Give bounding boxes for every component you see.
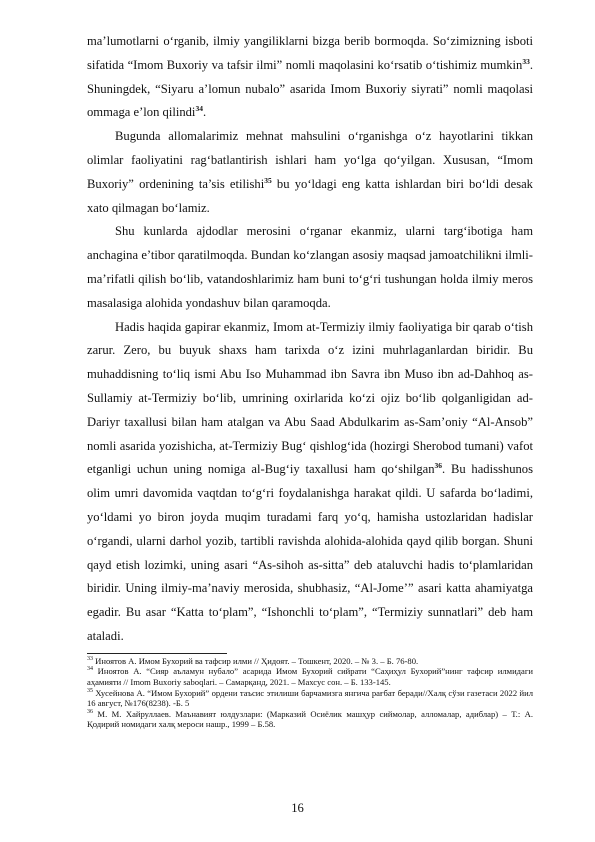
footnote-text: Хусейнова А. “Имом Бухорий” ордени таъсис этилиши барчамизга янгича рағбат беради//Халқ сўзи газетаси 2022 йил 16 август, №176(8238). -Б. 5: [87, 687, 533, 709]
footnote: [87, 666, 533, 687]
footnote: [87, 709, 533, 730]
body-text: [87, 30, 533, 649]
paragraph-text: ma’lumotlarni o‘rganib, ilmiy yangiliklarni bizga berib bormoqda. So‘zimizning isboti sifatida “Imom Buxoriy va tafsir ilmi” nomli maqolasini ko‘rsatib o‘tishimiz mumkin: [87, 34, 533, 72]
footnote-text: Иноятов А. “Сияр аъламун нубало” асарида Имом Бухорий сийрати “Саҳиҳул Бухорий”нинг тафсир илмидаги аҳамияти // Imom Buxoriy saboqlari. – Самарқанд, 2021. – Махсус сон. – Б. 133-145.: [87, 666, 533, 687]
footnotes: [87, 656, 533, 730]
footnote: [87, 688, 533, 709]
paragraph: [87, 125, 533, 220]
footnote-text: М. М. Хайруллаев. Маънавият юлдузлари: (Марказий Осиёлик машҳур сиймолар, алломалар, адиблар) – Т.: А. Қодирий номидаги халқ мероси нашр., 1999 – Б.58.: [87, 708, 533, 730]
page-number: 16: [291, 801, 304, 815]
paragraph-text: . Shuningdek, “Siyaru a’lomun nubalo” asarida Imom Buxoriy siyrati” nomli maqolasi ommaga e’lon qilindi: [87, 57, 533, 120]
footnote: [87, 656, 533, 667]
paragraph-text: Bugunda allomalarimiz mehnat mahsulini o‘rganishga o‘z hayotlarini tikkan olimlar faoliyatini rag‘batlantirish ishlari ham yo‘lga qo‘yilgan. Xususan, “Imom Buxoriy” ordenining ta’sis etilishi: [87, 129, 533, 191]
paragraph-text: . Bu hadisshunos olim umri davomida vaqtdan to‘g‘ri foydalanishga harakat qildi. U safarda bo‘ladimi, yo‘ldami yo biron joyda muqim turadami farq yo‘q, hamisha ustozlaridan hadislar o‘rgandi, ularni darhol yozib, tartibli ravishda alohida-alohida qayd qilib borgan. Shuni qayd etish lozimki, uning asari “As-sihoh as-sitta” deb ataluvchi hadis to‘plamlaridan biridir. Uning ilmiy-ma’naviy merosida, shubhasiz, “Al-Jome’” asari katta ahamiyatga egadir. Bu asar “Katta to‘plam”, “Ishonchli to‘plam”, “Termiziy sunnatlari” deb ham ataladi.: [87, 462, 533, 643]
paragraph-text: Shu kunlarda ajdodlar merosini o‘rganar ekanmiz, ularni targ‘ibotiga ham anchagina e’tibor qaratilmoqda. Bundan ko‘zlangan asosiy maqsad jamoatchilikni ilmli-ma’rifatli qilish bo‘lib, vatandoshlarimiz ham buni to‘g‘ri tushungan holda ilmiy meros masalasiga alohida yondashuv bilan qaramoqda.: [87, 224, 533, 310]
footnote-reference[interactable]: 34: [195, 104, 203, 114]
footnote-number: 34: [87, 666, 93, 673]
paragraph: [87, 316, 533, 649]
paragraph: [87, 30, 533, 125]
document-page: [87, 30, 533, 730]
footnote-text: Иноятов А. Имом Бухорий ва тафсир илми // Ҳидоят. – Тошкент, 2020. – № 3. – Б. 76-80.: [93, 655, 419, 666]
paragraph-text: bu yo‘ldagi eng katta ishlardan biri bo‘ldi desak xato qilmagan bo‘lamiz.: [87, 176, 533, 215]
footnote-number: 36: [87, 708, 93, 715]
paragraph: [87, 220, 533, 315]
footnote-reference[interactable]: 35: [264, 175, 272, 185]
paragraph-text: Hadis haqida gapirar ekanmiz, Imom at-Termiziy ilmiy faoliyatiga bir qarab o‘tish zarur. Zero, bu buyuk shaxs ham tarixda o‘z izini muhrlaganlardan biridir. Bu muhaddisning to‘liq ismi Abu Iso Muhammad ibn Savra ibn Muso ibn ad-Dahhoq as-Sullamiy at-Termiziy bo‘lib, umrining oxirlarida ko‘zi ojiz bo‘lib qolganligidan ad-Dariyr taxallusi bilan ham atalgan va Abu Saad Abdulkarim as-Sam’oniy “Al-Ansob” nomli asarida yozishicha, at-Termiziy Bug‘ qishlog‘ida (hozirgi Sherobod tumani) vafot etganligi uchun uning nomiga al-Bug‘iy taxallusi ham qo‘shilgan: [87, 319, 533, 477]
footnote-reference[interactable]: 33: [522, 56, 530, 66]
footnote-number: 35: [87, 687, 93, 694]
footnote-reference[interactable]: 36: [434, 461, 443, 471]
footnote-number: 33: [87, 655, 93, 662]
paragraph-text: .: [202, 105, 207, 120]
footnote-separator: [87, 653, 227, 654]
